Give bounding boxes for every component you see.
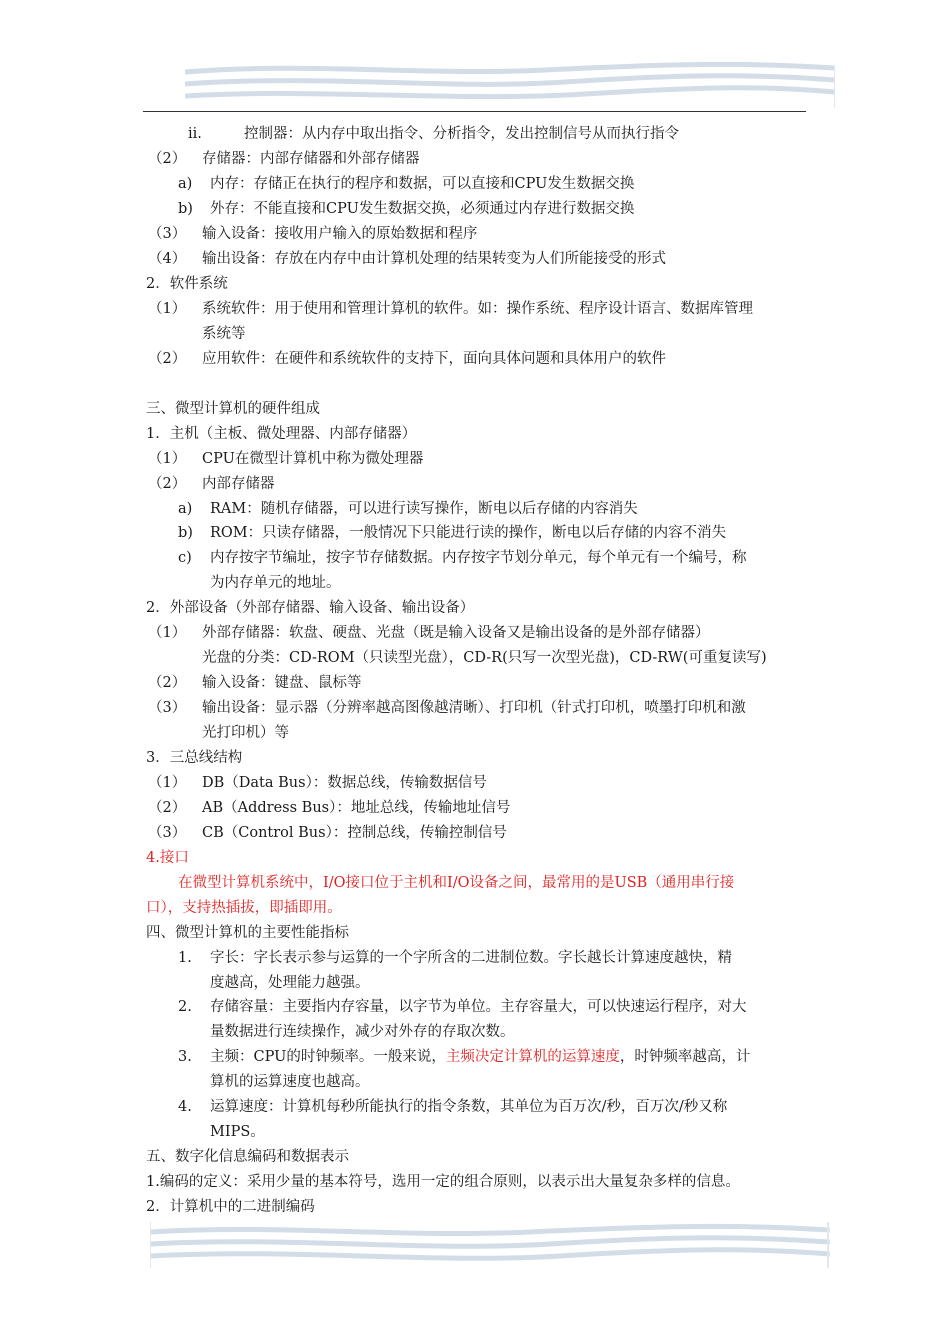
line-text bbox=[202, 300, 753, 318]
line-text bbox=[202, 824, 507, 842]
line-text bbox=[178, 874, 734, 892]
line-text bbox=[210, 1023, 515, 1041]
text-segment: 输出设备：显示器（分辨率越高图像越清晰）、打印机（针式打印机，喷墨打印机和激 bbox=[202, 700, 746, 716]
text-segment: 2．计算机中的二进制编码 bbox=[146, 1199, 315, 1215]
line-text bbox=[202, 150, 420, 168]
line-text bbox=[146, 599, 474, 617]
line-text bbox=[244, 125, 679, 143]
list-marker: 4. bbox=[178, 1099, 192, 1115]
text-segment: 输入设备：键盘、鼠标等 bbox=[202, 675, 362, 691]
line-text bbox=[202, 724, 289, 742]
text-segment: MIPS。 bbox=[210, 1124, 265, 1140]
text-segment: 1．主机（主板、微处理器、内部存储器） bbox=[146, 426, 417, 442]
list-marker: （1） bbox=[148, 301, 187, 317]
text-segment: 4.接口 bbox=[146, 850, 189, 866]
list-marker: （1） bbox=[148, 451, 187, 467]
text-segment: 运算速度：计算机每秒所能执行的指令条数，其单位为百万次/秒，百万次/秒又称 bbox=[210, 1099, 728, 1115]
line-text bbox=[146, 924, 349, 942]
list-marker: （4） bbox=[148, 251, 187, 267]
text-segment: DB（Data Bus）：数据总线，传输数据信号 bbox=[202, 775, 487, 791]
text-segment: 系统等 bbox=[202, 326, 246, 342]
list-marker: （2） bbox=[148, 151, 187, 167]
line-text bbox=[146, 275, 228, 293]
text-segment: 光打印机）等 bbox=[202, 725, 289, 741]
text-segment: 在微型计算机系统中，I/O接口位于主机和I/O设备之间，最常用的是USB（通用串行接 bbox=[178, 875, 735, 891]
text-segment: 外部存储器：软盘、硬盘、光盘（既是输入设备又是输出设备的是外部存储器） bbox=[202, 625, 710, 641]
list-marker: （2） bbox=[148, 351, 187, 367]
list-marker: （1） bbox=[148, 775, 187, 791]
text-segment: 系统软件：用于使用和管理计算机的软件。如：操作系统、程序设计语言、数据库管理 bbox=[202, 301, 753, 317]
text-segment: 2．软件系统 bbox=[146, 276, 228, 292]
list-marker: ii. bbox=[188, 126, 202, 142]
list-marker: c) bbox=[178, 550, 192, 566]
text-segment: ROM：只读存储器，一般情况下只能进行读的操作，断电以后存储的内容不消失 bbox=[210, 525, 727, 541]
text-segment: 光盘的分类：CD-ROM（只读型光盘），CD-R(只写一次型光盘)，CD-RW(可重复读写) bbox=[202, 650, 767, 666]
list-marker: （2） bbox=[148, 675, 187, 691]
text-segment: 输出设备：存放在内存中由计算机处理的结果转变为人们所能接受的形式 bbox=[202, 251, 666, 267]
text-segment: 存储容量：主要指内存容量，以字节为单位。主存容量大，可以快速运行程序，对大 bbox=[210, 999, 747, 1015]
text-segment: 为内存单元的地址。 bbox=[210, 575, 341, 591]
text-segment: 1.编码的定义：采用少量的基本符号，选用一定的组合原则，以表示出大量复杂多样的信息。 bbox=[146, 1174, 740, 1190]
line-text bbox=[210, 200, 634, 218]
list-marker: （3） bbox=[148, 700, 187, 716]
line-text bbox=[146, 425, 416, 443]
line-text bbox=[146, 899, 342, 917]
text-segment: 口），支持热插拔，即插即用。 bbox=[146, 900, 342, 916]
line-text bbox=[202, 799, 510, 817]
list-marker: 1. bbox=[178, 950, 192, 966]
line-text bbox=[202, 350, 666, 368]
text-segment: 3．三总线结构 bbox=[146, 750, 243, 766]
text-segment: ，时钟频率越高，计 bbox=[619, 1049, 751, 1065]
line-text bbox=[202, 450, 423, 468]
line-text bbox=[146, 749, 242, 767]
text-segment: 输入设备：接收用户输入的原始数据和程序 bbox=[202, 226, 478, 242]
text-segment: 五、数字化信息编码和数据表示 bbox=[146, 1149, 349, 1165]
line-text bbox=[146, 849, 189, 867]
list-marker: b) bbox=[178, 525, 193, 541]
line-text bbox=[210, 1123, 265, 1141]
list-marker: （1） bbox=[148, 625, 187, 641]
line-text bbox=[210, 549, 747, 567]
text-segment: 量数据进行连续操作，减少对外存的存取次数。 bbox=[210, 1024, 515, 1040]
line-text bbox=[210, 524, 726, 542]
text-segment: 算机的运算速度也越高。 bbox=[210, 1074, 370, 1090]
text-segment: RAM：随机存储器，可以进行读写操作，断电以后存储的内容消失 bbox=[210, 501, 638, 517]
list-marker: （3） bbox=[148, 825, 187, 841]
line-text bbox=[202, 649, 767, 667]
text-segment: 度越高，处理能力越强。 bbox=[210, 975, 370, 991]
list-marker: 3. bbox=[178, 1049, 192, 1065]
text-segment: AB（Address Bus）：地址总线，传输地址信号 bbox=[202, 800, 511, 816]
highlight-text: 主频决定计算机的运算速度 bbox=[445, 1049, 620, 1065]
line-text bbox=[202, 325, 246, 343]
list-marker: （2） bbox=[148, 476, 187, 492]
text-segment: 内部存储器 bbox=[202, 476, 275, 492]
text-segment: 控制器：从内存中取出指令、分析指令，发出控制信号从而执行指令 bbox=[244, 126, 679, 142]
text-segment: 内存按字节编址，按字节存储数据。内存按字节划分单元，每个单元有一个编号，称 bbox=[210, 550, 747, 566]
text-segment: CB（Control Bus）：控制总线，传输控制信号 bbox=[202, 825, 507, 841]
text-segment: 应用软件：在硬件和系统软件的支持下，面向具体问题和具体用户的软件 bbox=[202, 351, 666, 367]
line-text bbox=[210, 175, 634, 193]
line-text bbox=[146, 1148, 349, 1166]
text-segment: 主频：CPU的时钟频率。一般来说， bbox=[210, 1049, 446, 1065]
line-text bbox=[146, 400, 320, 418]
list-marker: a) bbox=[178, 176, 193, 192]
list-marker: 2. bbox=[178, 999, 192, 1015]
line-text bbox=[202, 624, 710, 642]
text-segment: 存储器：内部存储器和外部存储器 bbox=[202, 151, 420, 167]
line-text bbox=[210, 1048, 750, 1066]
line-text bbox=[202, 674, 362, 692]
line-text bbox=[146, 1173, 740, 1191]
line-text bbox=[210, 1098, 727, 1116]
list-marker: a) bbox=[178, 501, 193, 517]
line-text bbox=[202, 475, 275, 493]
text-segment: CPU在微型计算机中称为微处理器 bbox=[202, 451, 424, 467]
line-text bbox=[210, 500, 638, 518]
line-text bbox=[210, 949, 732, 967]
line-text bbox=[210, 998, 747, 1016]
footer-wave-decoration bbox=[150, 1222, 830, 1268]
line-text bbox=[202, 699, 746, 717]
list-marker: （2） bbox=[148, 800, 187, 816]
line-text bbox=[210, 1073, 370, 1091]
list-marker: （3） bbox=[148, 226, 187, 242]
line-text bbox=[202, 250, 666, 268]
text-segment: 外存：不能直接和CPU发生数据交换，必须通过内存进行数据交换 bbox=[210, 201, 635, 217]
header-wave-decoration bbox=[185, 62, 835, 108]
text-segment: 字长：字长表示参与运算的一个字所含的二进制位数。字长越长计算速度越快，精 bbox=[210, 950, 732, 966]
text-segment: 内存：存储正在执行的程序和数据，可以直接和CPU发生数据交换 bbox=[210, 176, 635, 192]
line-text bbox=[202, 774, 487, 792]
line-text bbox=[146, 1198, 315, 1216]
header-rule bbox=[143, 111, 806, 112]
text-segment: 2．外部设备（外部存储器、输入设备、输出设备） bbox=[146, 600, 475, 616]
line-text bbox=[202, 225, 478, 243]
list-marker: b) bbox=[178, 201, 193, 217]
text-segment: 三、微型计算机的硬件组成 bbox=[146, 401, 320, 417]
text-segment: 四、微型计算机的主要性能指标 bbox=[146, 925, 349, 941]
line-text bbox=[210, 974, 370, 992]
line-text bbox=[210, 574, 341, 592]
